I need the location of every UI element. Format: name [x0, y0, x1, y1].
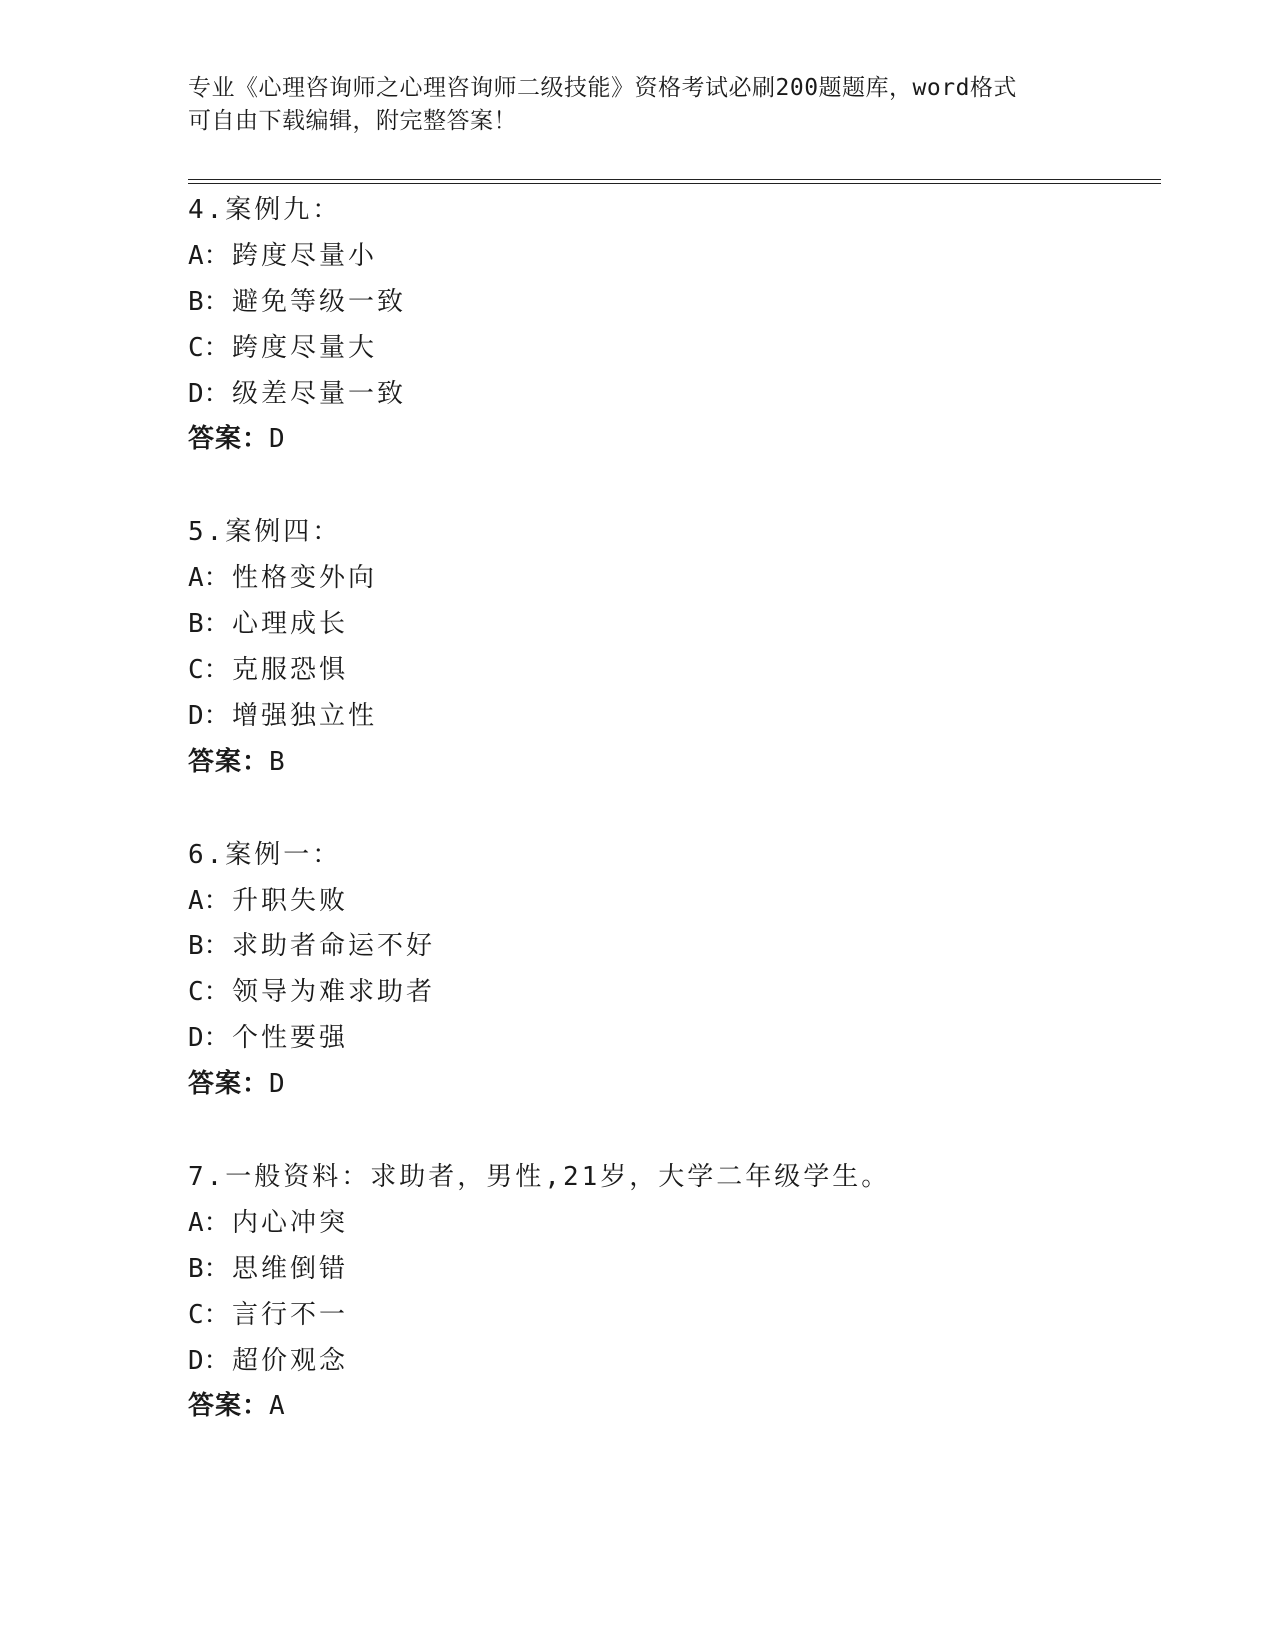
- option-text: 级差尽量一致: [232, 378, 407, 409]
- header-title-line-1: 专业《心理咨询师之心理咨询师二级技能》资格考试必刷200题题库，word格式: [188, 75, 1017, 101]
- option-b: [188, 280, 1158, 326]
- option-key: A：: [188, 885, 230, 916]
- answer-line: [188, 740, 1158, 786]
- question-item: [188, 833, 1158, 1108]
- option-text: 避免等级一致: [232, 286, 407, 317]
- option-key: C：: [188, 655, 230, 686]
- header-divider-bottom: [188, 183, 1161, 184]
- option-text: 思维倒错: [232, 1253, 349, 1284]
- option-key: A：: [188, 1207, 230, 1238]
- question-stem: 7.一般资料：求助者，男性,21岁，大学二年级学生。: [188, 1162, 891, 1193]
- option-key: A：: [188, 563, 230, 594]
- option-d: [188, 1339, 1158, 1385]
- option-b: [188, 602, 1158, 648]
- question-item: [188, 188, 1158, 463]
- option-a: [188, 556, 1158, 602]
- question-list: [188, 188, 1158, 1430]
- option-key: B：: [188, 931, 230, 962]
- answer-label: 答案：: [188, 424, 270, 455]
- option-text: 克服恐惧: [232, 655, 349, 686]
- document-header: [188, 72, 1068, 138]
- option-text: 内心冲突: [232, 1207, 349, 1238]
- answer-line: [188, 417, 1158, 463]
- option-text: 超价观念: [232, 1345, 349, 1376]
- option-text: 个性要强: [232, 1023, 349, 1054]
- option-text: 求助者命运不好: [232, 931, 436, 962]
- option-c: [188, 970, 1158, 1016]
- question-item: [188, 510, 1158, 785]
- option-b: [188, 1247, 1158, 1293]
- option-text: 升职失败: [232, 885, 349, 916]
- answer-line: [188, 1062, 1158, 1108]
- option-key: B：: [188, 1253, 230, 1284]
- question-stem: 5.案例四：: [188, 517, 342, 548]
- option-a: [188, 1201, 1158, 1247]
- answer-line: [188, 1384, 1158, 1430]
- option-key: B：: [188, 609, 230, 640]
- question-stem: 6.案例一：: [188, 839, 342, 870]
- option-text: 性格变外向: [232, 563, 378, 594]
- option-key: C：: [188, 1299, 230, 1330]
- header-divider-top: [188, 179, 1161, 180]
- option-text: 增强独立性: [232, 700, 378, 731]
- option-key: D：: [188, 700, 230, 731]
- option-d: [188, 694, 1158, 740]
- option-b: [188, 924, 1158, 970]
- option-c: [188, 326, 1158, 372]
- option-c: [188, 1293, 1158, 1339]
- question-stem: 4.案例九：: [188, 195, 342, 225]
- answer-label: 答案：: [188, 1069, 270, 1100]
- option-text: 言行不一: [232, 1299, 349, 1330]
- answer-value: B: [269, 746, 286, 777]
- option-text: 跨度尽量小: [232, 240, 378, 271]
- option-text: 心理成长: [232, 609, 349, 640]
- answer-value: D: [269, 1069, 286, 1100]
- option-c: [188, 648, 1158, 694]
- option-a: [188, 879, 1158, 925]
- answer-label: 答案：: [188, 1391, 270, 1422]
- option-key: A：: [188, 240, 230, 271]
- option-key: C：: [188, 332, 230, 363]
- option-a: [188, 234, 1158, 280]
- question-item: [188, 1155, 1158, 1430]
- option-d: [188, 1016, 1158, 1062]
- header-title-line-2: 可自由下载编辑，附完整答案！: [188, 108, 517, 134]
- option-key: D：: [188, 1345, 230, 1376]
- option-key: B：: [188, 286, 230, 317]
- option-text: 跨度尽量大: [232, 332, 378, 363]
- answer-value: A: [269, 1391, 286, 1422]
- option-key: D：: [188, 378, 230, 409]
- option-key: C：: [188, 977, 230, 1008]
- option-d: [188, 372, 1158, 418]
- option-key: D：: [188, 1023, 230, 1054]
- answer-value: D: [269, 424, 286, 455]
- answer-label: 答案：: [188, 746, 270, 777]
- option-text: 领导为难求助者: [232, 977, 436, 1008]
